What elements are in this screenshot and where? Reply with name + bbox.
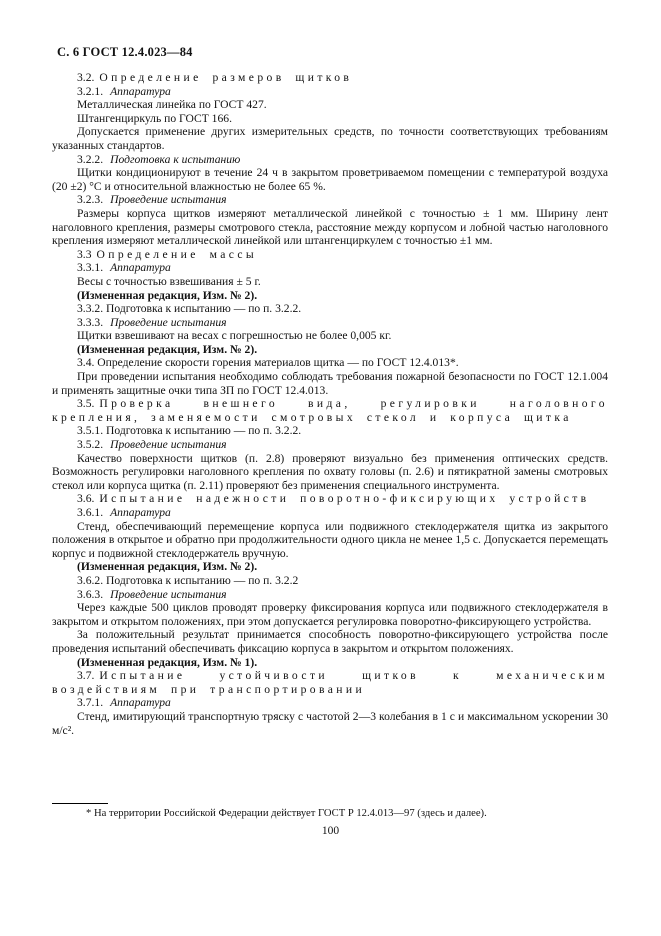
clause-title: Проведение испытания (110, 315, 227, 329)
page-number: 100 (321, 825, 340, 837)
paragraph: Допускается применение других измерительных средств, по точности соответствующих требованиям указанных стандартов. (52, 125, 608, 152)
amendment-note: (Измененная редакция, Изм. № 1). (77, 655, 258, 669)
section-number: 3.2.3. (77, 193, 104, 207)
amendment-note: (Измененная редакция, Изм. № 2). (77, 288, 258, 302)
clause-heading (52, 193, 608, 207)
page-header: С. 6 ГОСТ 12.4.023—84 (57, 45, 193, 59)
clause-heading (52, 438, 608, 452)
paragraph: 3.4. Определение скорости горения материалов щитка — по ГОСТ 12.4.013*. (77, 356, 459, 370)
section-heading (52, 669, 608, 696)
clause-title: Аппаратура (110, 506, 171, 519)
section-number: 3.3.3. (77, 315, 104, 329)
clause-title: Подготовка к испытанию (110, 152, 241, 166)
section-title: Определение массы (96, 247, 258, 261)
clause-heading (52, 506, 608, 520)
footnote-divider (52, 803, 108, 804)
amendment-note: (Измененная редакция, Изм. № 2). (77, 560, 258, 574)
clause-title: Аппаратура (110, 261, 171, 275)
paragraph: Через каждые 500 циклов проводят проверку фиксирования корпуса или подвижного стеклодержателя в закрытом и открытом положениях, при этом допускается регулировка поворотно-фиксирующего устройства. (52, 601, 608, 628)
paragraph: Стенд, имитирующий транспортную тряску с частотой 2—3 колебания в 1 с и максимальном ускорении 30 м/с². (52, 709, 608, 737)
section-number: 3.7.1. (77, 696, 104, 710)
clause-heading (52, 316, 608, 330)
paragraph: Металлическая линейка по ГОСТ 427. (77, 98, 267, 112)
paragraph: 3.5.1. Подготовка к испытанию — по п. 3.2.2. (77, 424, 302, 438)
section-number: 3.6.3. (77, 587, 104, 601)
section-heading (52, 248, 608, 262)
clause-heading (52, 153, 608, 167)
clause-title: Проведение испытания (110, 587, 227, 601)
section-number: 3.2.2. (77, 152, 104, 166)
paragraph: 3.6.2. Подготовка к испытанию — по п. 3.2.2 (77, 573, 299, 587)
section-number: 3.5.2. (77, 438, 104, 452)
section-number: 3.6.1. (77, 506, 104, 519)
clause-title: Проведение испытания (110, 438, 227, 452)
paragraph: Весы с точностью взвешивания ± 5 г. (77, 274, 261, 288)
clause-heading (52, 261, 608, 275)
section-number: 3.6. (77, 492, 95, 506)
section-number: 3.3.1. (77, 261, 104, 275)
paragraph: Качество поверхности щитков (п. 2.8) проверяют визуально без применения оптических средств. Возможность регулировки наголовного крепления по охвату головы (п. 2.6) и пятикратной замены смотровых стекол или корпуса щитка (п. 2.11) проверяют без применения специального инструмента. (52, 451, 608, 492)
paragraph: Щитки взвешивают на весах с погрешностью не более 0,005 кг. (77, 329, 392, 343)
paragraph: Штангенциркуль по ГОСТ 166. (77, 111, 232, 125)
footnote: * На территории Российской Федерации действует ГОСТ Р 12.4.013—97 (здесь и далее). (86, 808, 487, 819)
section-heading (52, 492, 608, 506)
document-content (52, 71, 608, 737)
clause-title: Проведение испытания (110, 193, 227, 207)
paragraph: При проведении испытания необходимо соблюдать требования пожарной безопасности по ГОСТ 12.1.004 и применять защитные очки типа ЗП по ГОСТ 12.4.013. (52, 370, 608, 397)
clause-heading (52, 588, 608, 602)
section-heading (52, 71, 608, 85)
clause-title: Аппаратура (110, 696, 171, 710)
section-number: 3.2.1. (77, 84, 104, 98)
clause-heading (52, 696, 608, 710)
paragraph: Размеры корпуса щитков измеряют металлической линейкой с точностью ± 1 мм. Ширину лент наголовного крепления, размеры смотрового стекла, расстояние между корпусом и лобной частью наголовного крепления измеряют металлической линейкой или штангенциркулем с точностью ±1 мм. (52, 206, 608, 248)
section-title: Определение размеров щитков (99, 71, 353, 84)
section-heading (52, 397, 608, 424)
paragraph: Щитки кондиционируют в течение 24 ч в закрытом проветриваемом помещении с температурой воздуха (20 ±2) °С и относительной влажностью не более 65 %. (52, 166, 608, 193)
clause-title: Аппаратура (110, 84, 171, 98)
section-number: 3.5. (77, 397, 95, 411)
section-number: 3.3 (77, 247, 92, 261)
paragraph: Стенд, обеспечивающий перемещение корпуса или подвижного стеклодержателя щитка из закрытого положения в открытое и обратно при продолжительности одного цикла не менее 1,5 с. Допускается перемещать корпус и подвижной стеклодержатель вручную. (52, 519, 608, 560)
section-number: 3.7. (77, 669, 95, 683)
section-title: Испытание надежности поворотно-фиксирующих устройств (99, 492, 590, 506)
section-title: Проверка внешнего вида, регулировки наголовного крепления, заменяемости смотровых стекол и корпуса щитка (52, 397, 608, 424)
section-number: 3.2. (77, 71, 95, 84)
section-title: Испытание устойчивости щитков к механическим воздействиям при транспортировании (52, 669, 608, 696)
amendment-note: (Измененная редакция, Изм. № 2). (77, 342, 258, 356)
paragraph: 3.3.2. Подготовка к испытанию — по п. 3.2.2. (77, 302, 302, 316)
clause-heading (52, 85, 608, 99)
paragraph: За положительный результат принимается способность поворотно-фиксирующего устройства после проведения испытаний обеспечивать фиксацию корпуса в закрытом и открытом положениях. (52, 628, 608, 655)
